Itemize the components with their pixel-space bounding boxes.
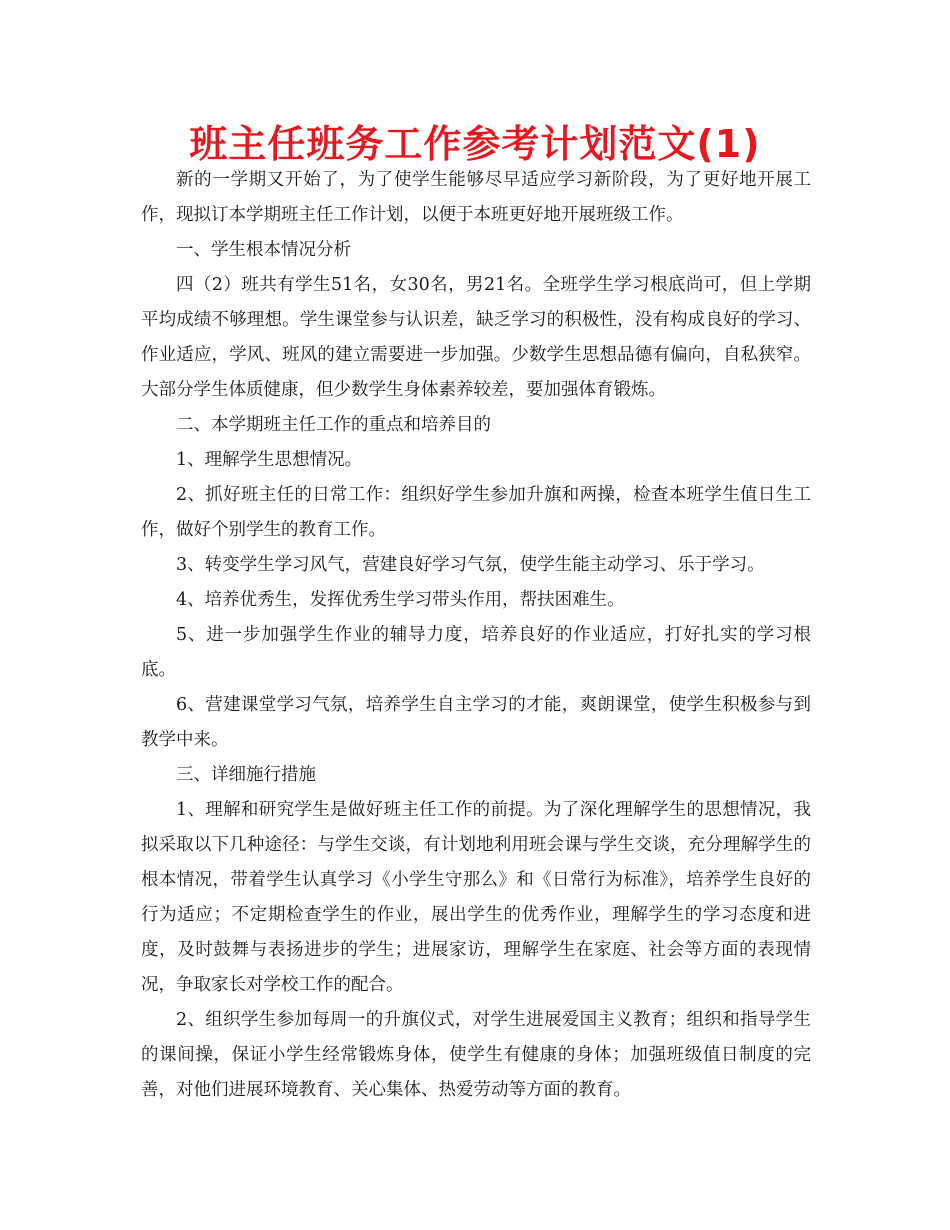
measure-item-2: 2、组织学生参加每周一的升旗仪式，对学生进展爱国主义教育；组织和指导学生的课间操，保证小学生经常锻炼身体，使学生有健康的身体；加强班级值日制度的完善，对他们进展环境教育、关心集体、热爱劳动等方面的教育。 (141, 1010, 811, 1100)
measure-item-1: 1、理解和研究学生是做好班主任工作的前提。为了深化理解学生的思想情况，我拟采取以下几种途径：与学生交谈，有计划地利用班会课与学生交谈，充分理解学生的根本情况，带着学生认真学习《小学生守那么》和《日常行为标准》，培养学生良好的行为适应；不定期检查学生的作业，展出学生的优秀作业，理解学生的学习态度和进度，及时鼓舞与表扬进步的学生；进展家访，理解学生在家庭、社会等方面的表现情况，争取家长对学校工作的配合。 (141, 800, 811, 995)
paragraph-intro: 新的一学期又开始了，为了使学生能够尽早适应学习新阶段，为了更好地开展工作，现拟订本学期班主任工作计划，以便于本班更好地开展班级工作。 (141, 170, 811, 225)
goal-item-5: 5、进一步加强学生作业的辅导力度，培养良好的作业适应，打好扎实的学习根底。 (141, 625, 811, 680)
goal-item-1: 1、理解学生思想情况。 (176, 450, 363, 470)
goal-item-4: 4、培养优秀生，发挥优秀生学习带头作用，帮扶困难生。 (176, 590, 625, 610)
document-body (141, 163, 811, 1108)
goal-item-3: 3、转变学生学习风气，营建良好学习气氛，使学生能主动学习、乐于学习。 (176, 555, 765, 575)
section-heading-1: 一、学生根本情况分析 (176, 240, 351, 260)
goal-item-2: 2、抓好班主任的日常工作：组织好学生参加升旗和两操，检查本班学生值日生工作，做好个别学生的教育工作。 (141, 485, 811, 540)
goal-item-6: 6、营建课堂学习气氛，培养学生自主学习的才能，爽朗课堂，使学生积极参与到教学中来。 (141, 695, 811, 750)
document-title: 班主任班务工作参考计划范文(1) (189, 122, 761, 166)
section-heading-3: 三、详细施行措施 (176, 765, 316, 785)
paragraph-student-analysis: 四（2）班共有学生51名，女30名，男21名。全班学生学习根底尚可，但上学期平均成绩不够理想。学生课堂参与认识差，缺乏学习的积极性，没有构成良好的学习、作业适应，学风、班风的建立需要进一步加强。少数学生思想品德有偏向，自私狭窄。大部分学生体质健康，但少数学生身体素养较差，要加强体育锻炼。 (141, 275, 811, 400)
section-heading-2: 二、本学期班主任工作的重点和培养目的 (176, 415, 491, 435)
